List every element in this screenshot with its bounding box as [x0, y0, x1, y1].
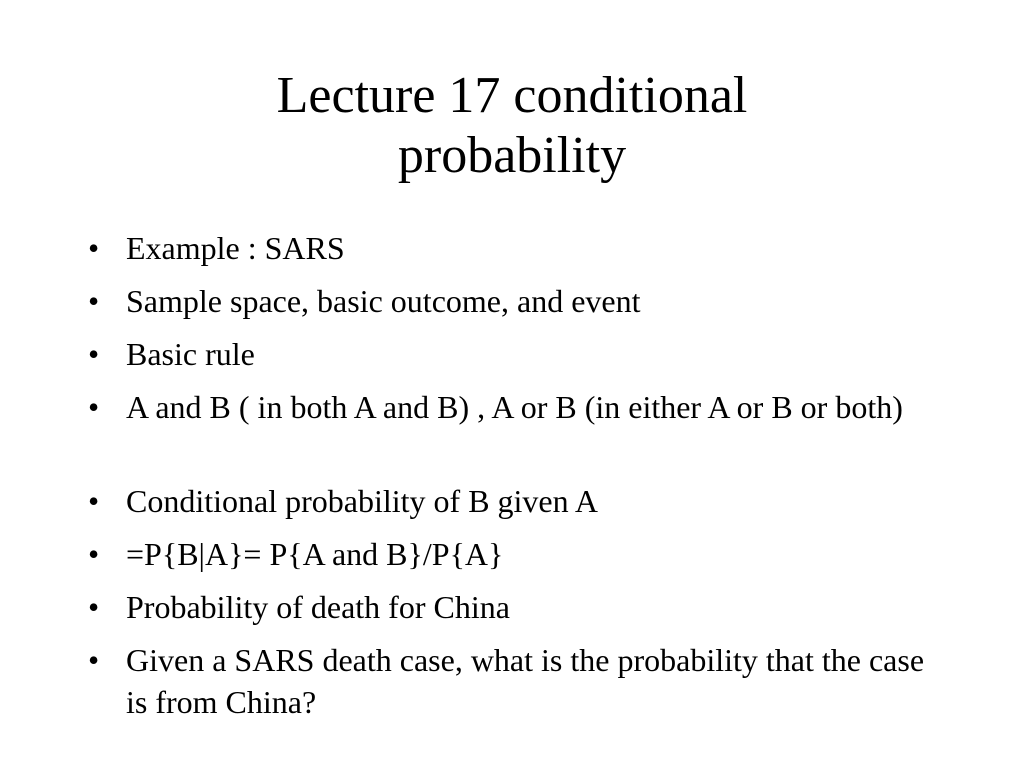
title-line: probability — [397, 127, 627, 184]
bullet-dot-icon: • — [88, 483, 100, 519]
bullet-item — [88, 480, 926, 522]
bullet-text: =P{B|A}= P{A and B}/P{A} — [126, 536, 504, 572]
bullet-item — [88, 639, 926, 723]
bullet-text: Conditional probability of B given A — [126, 483, 598, 519]
bullet-dot-icon: • — [88, 283, 100, 319]
bullet-item — [88, 586, 926, 628]
bullet-text: Basic rule — [126, 336, 255, 372]
title-line: Lecture 17 conditional — [276, 67, 748, 124]
bullet-text: Probability of death for China — [126, 589, 510, 625]
bullet-dot-icon: • — [88, 389, 100, 425]
bullet-dot-icon: • — [88, 336, 100, 372]
bullet-text: A and B ( in both A and B) , A or B (in either A or B or both) — [126, 389, 903, 425]
bullet-dot-icon: • — [88, 230, 100, 266]
bullet-dot-icon: • — [88, 536, 100, 572]
bullet-text: Sample space, basic outcome, and event — [126, 283, 641, 319]
bullet-text: Example : SARS — [126, 230, 345, 266]
bullet-dot-icon: • — [88, 642, 100, 678]
bullet-item — [88, 533, 926, 575]
bullet-dot-icon: • — [88, 589, 100, 625]
bullet-item — [88, 386, 926, 428]
bullet-item — [88, 227, 926, 269]
bullet-item — [88, 333, 926, 375]
bullet-item — [88, 280, 926, 322]
bullet-text: Given a SARS death case, what is the probability that the case is from China? — [126, 642, 925, 720]
